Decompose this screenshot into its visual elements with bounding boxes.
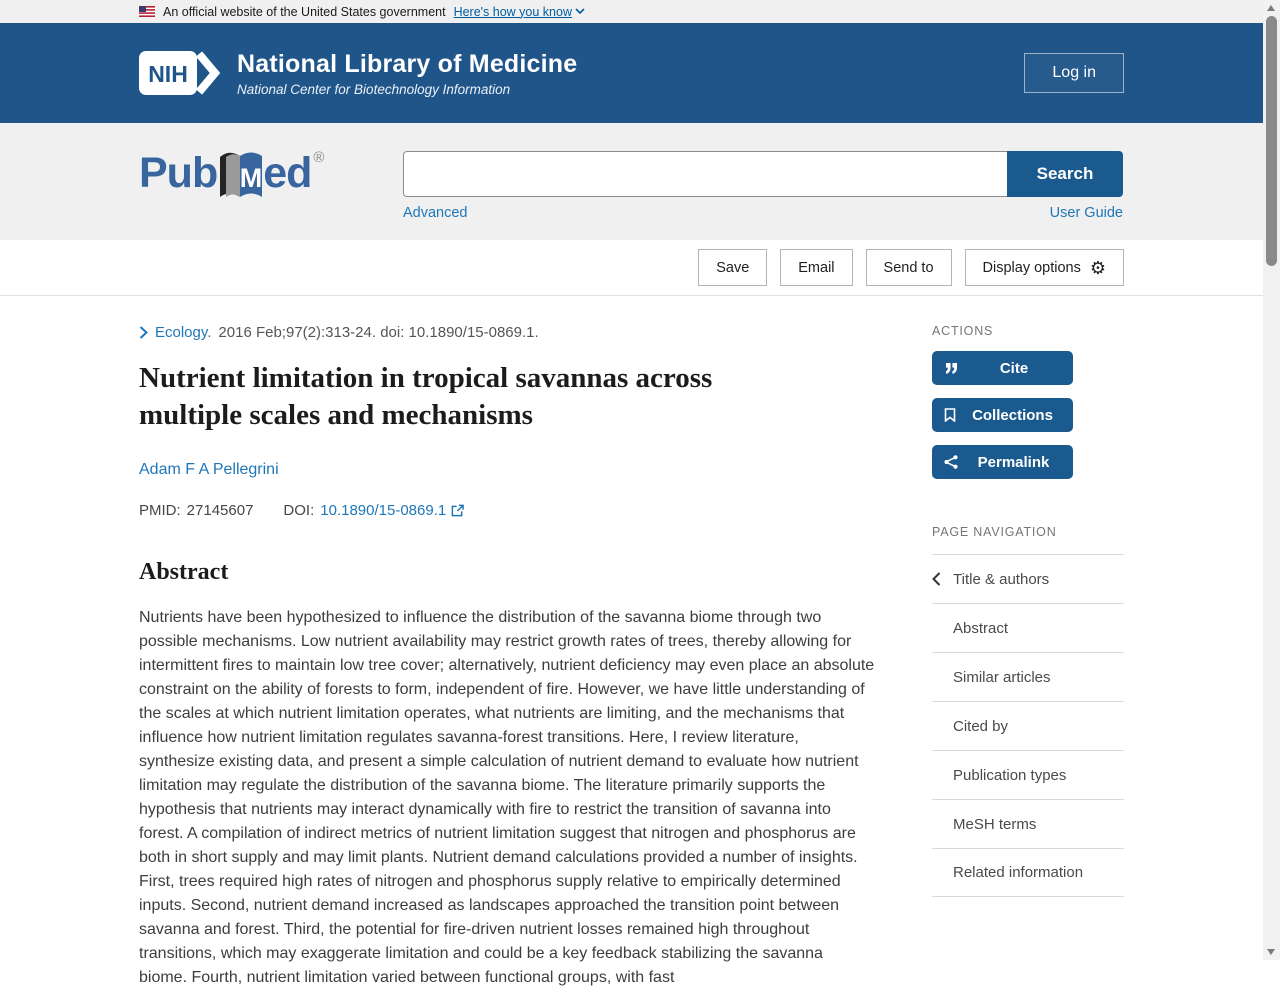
gov-banner [0, 0, 1263, 23]
abstract-text: Nutrients have been hypothesized to influence the distribution of the savanna biome through two possible mechanisms. Low nutrient availability may restrict growth rates of trees, thereby allowing for intermittent fires to maintain low tree cover; alternatively, nutrient deficiency may even place an absolute constraint on the ability of forests to form, independent of fire. However, we have little understanding of the scales at which nutrient limitation operates, what nutrients are limiting, and the mechanisms that influence how nutrient limitation regulates savanna-forest transitions. Here, I review literature, synthesize existing data, and present a simple calculation of nutrient demand to evaluate how nutrient limitation may regulate the distribution of the savanna biome. The literature primarily supports the hypothesis that nutrients may interact dynamically with fire to restrict the transition of savanna into forest. A compilation of indirect metrics of nutrient limitation suggest that nitrogen and phosphorus are both in short supply and may limit plants. Nutrient demand calculations provided a number of insights. First, trees required high rates of nitrogen and phosphorus supply relative to empirically determined inputs. Second, nutrient demand increased as landscapes approached the transition point between savanna and forest. Third, the potential for fire-driven nutrient losses remained high throughout transitions, which may exaggerate limitation and could be a key feedback stabilizing the savanna biome. Fourth, nutrient limitation varied between functional groups, with fast [139, 608, 875, 986]
collections-button[interactable]: Collections [932, 398, 1073, 432]
chevron-down-icon [575, 8, 585, 15]
nav-item-similar-articles[interactable]: Similar articles [932, 652, 1124, 701]
us-flag-icon [139, 6, 155, 17]
org-subtitle: National Center for Biotechnology Information [237, 81, 511, 97]
nlm-brand[interactable] [139, 48, 577, 98]
gov-banner-text: An official website of the United States government [163, 4, 446, 19]
registered-mark: ® [313, 148, 325, 166]
pubmed-logo-pub: Pub [139, 148, 218, 197]
external-link-icon [451, 504, 464, 517]
send-to-button[interactable]: Send to [866, 249, 952, 286]
search-button[interactable]: Search [1007, 151, 1123, 197]
svg-text:NIH: NIH [148, 61, 188, 87]
email-button[interactable]: Email [780, 249, 852, 286]
nih-logo [139, 48, 223, 98]
scrollbar[interactable] [1263, 0, 1280, 960]
doi-label: DOI: [283, 502, 315, 519]
cite-button[interactable]: Cite [932, 351, 1073, 385]
nav-item-related-information[interactable]: Related information [932, 848, 1124, 897]
nav-item-publication-types[interactable]: Publication types [932, 750, 1124, 799]
svg-text:M: M [239, 163, 263, 193]
heres-how-you-know-link[interactable]: Here's how you know [454, 5, 585, 19]
main-content [0, 296, 1263, 1006]
user-guide-link[interactable]: User Guide [1049, 205, 1123, 221]
login-button[interactable]: Log in [1024, 53, 1124, 93]
chevron-right-icon [139, 326, 148, 339]
quote-icon [944, 363, 959, 374]
advanced-search-link[interactable]: Advanced [403, 205, 468, 221]
nav-item-title-authors[interactable]: Title & authors [932, 554, 1124, 603]
display-options-button[interactable]: Display options ⚙ [965, 249, 1124, 286]
nav-item-mesh-terms[interactable]: MeSH terms [932, 799, 1124, 848]
search-section [0, 123, 1263, 240]
pmid-value: 27145607 [186, 502, 254, 519]
article-toolbar [0, 240, 1263, 296]
share-icon [944, 455, 958, 469]
chevron-left-icon [932, 572, 941, 586]
gear-icon: ⚙ [1089, 257, 1106, 278]
scrollbar-thumb[interactable] [1266, 16, 1277, 266]
pubmed-logo[interactable] [139, 145, 324, 201]
bookmark-icon [944, 408, 956, 422]
sidebar [932, 324, 1124, 1006]
org-name: National Library of Medicine [237, 49, 578, 78]
page-navigation [932, 554, 1124, 897]
open-book-icon [214, 147, 266, 203]
permalink-button[interactable]: Permalink [932, 445, 1073, 479]
site-header [0, 23, 1263, 123]
pmid-label: PMID: [139, 502, 181, 519]
journal-link[interactable]: Ecology. [155, 324, 212, 341]
doi-link[interactable]: 10.1890/15-0869.1 [320, 502, 464, 519]
author-link[interactable]: Adam F A Pellegrini [139, 461, 279, 478]
save-button[interactable]: Save [698, 249, 767, 286]
identifiers-row [139, 502, 875, 519]
scroll-up-arrow[interactable] [1267, 5, 1275, 11]
citation-line [139, 324, 875, 341]
actions-label: ACTIONS [932, 324, 994, 338]
nav-item-cited-by[interactable]: Cited by [932, 701, 1124, 750]
search-input[interactable] [403, 151, 1007, 197]
abstract-heading: Abstract [139, 559, 229, 585]
article-column [139, 324, 875, 1006]
nav-item-abstract[interactable]: Abstract [932, 603, 1124, 652]
page-navigation-label: PAGE NAVIGATION [932, 525, 1057, 539]
scroll-down-arrow[interactable] [1267, 949, 1275, 955]
pubmed-logo-ed: ed [263, 148, 312, 197]
article-title: Nutrient limitation in tropical savannas across multiple scales and mechanisms [139, 362, 713, 431]
citation-text: 2016 Feb;97(2):313-24. doi: 10.1890/15-0869.1. [218, 324, 539, 341]
